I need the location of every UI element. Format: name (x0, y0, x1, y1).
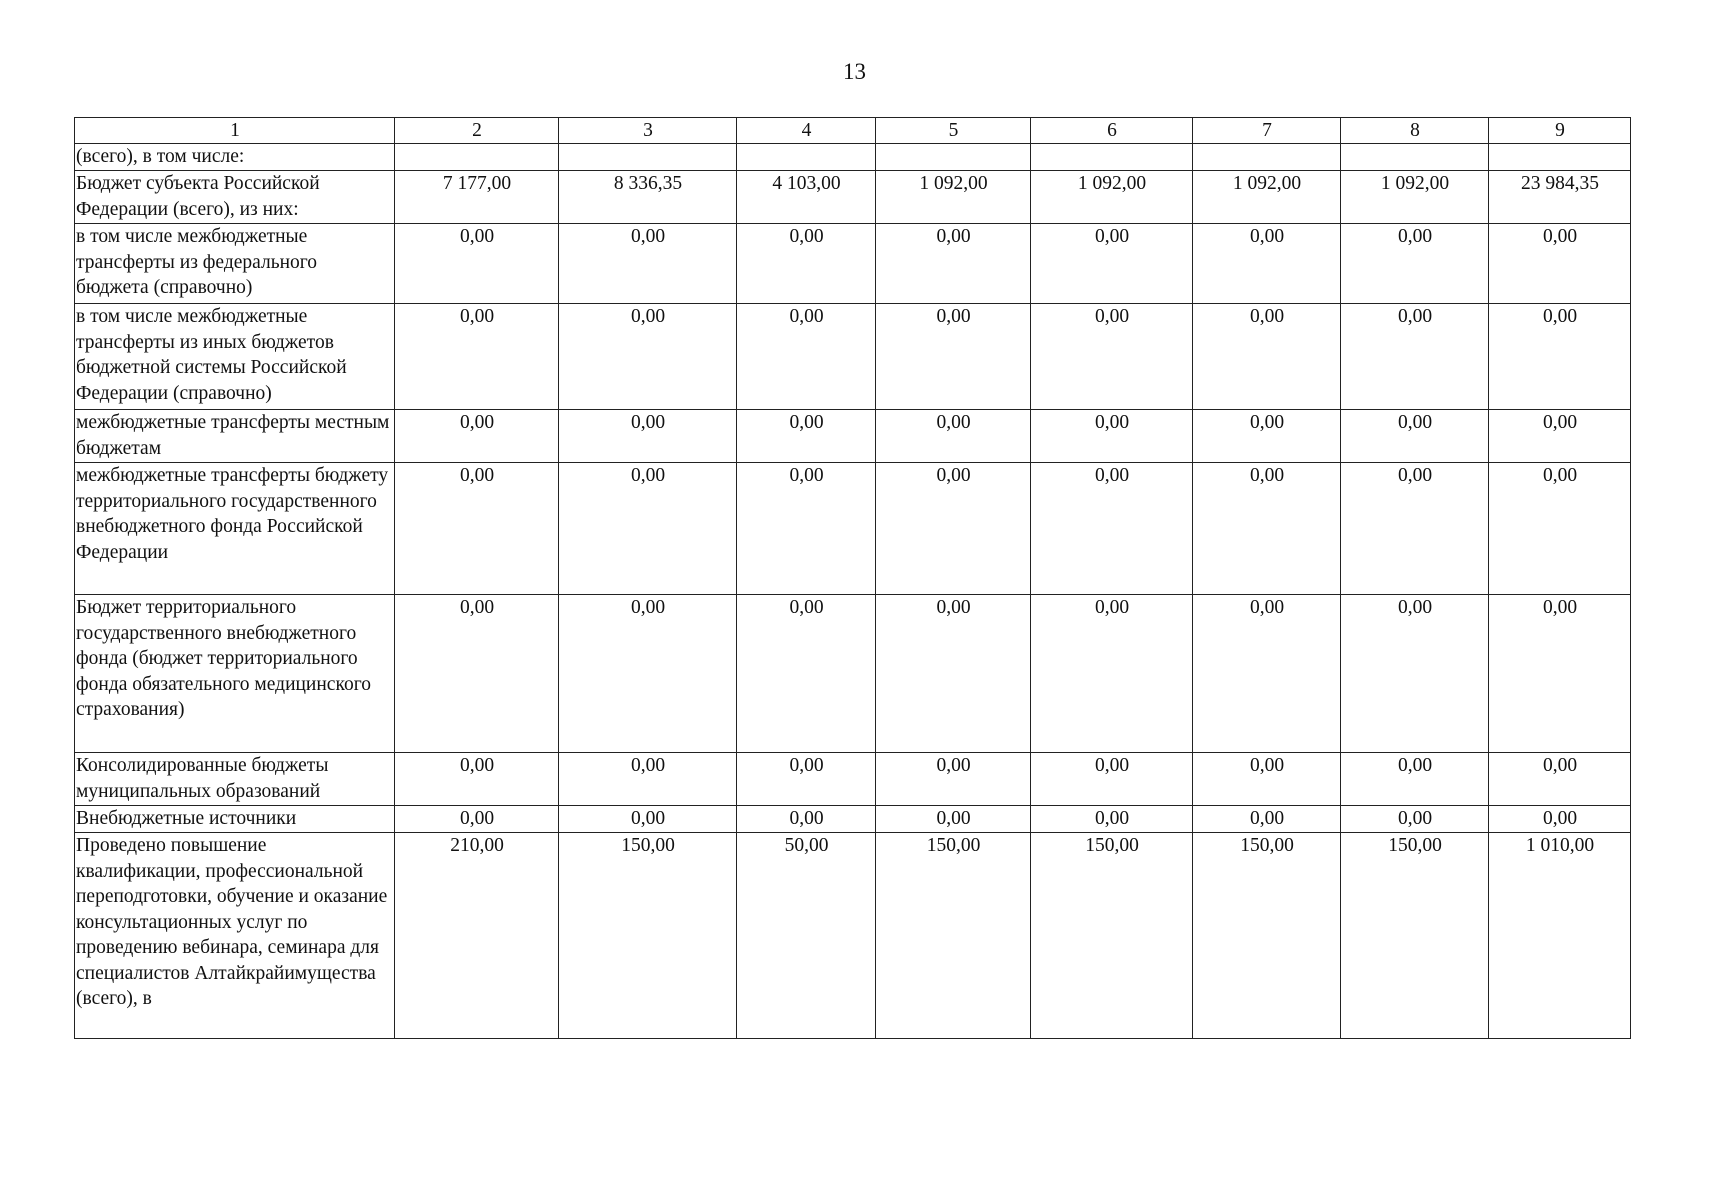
value-cell: 0,00 (876, 595, 1031, 753)
header-cell-7: 7 (1193, 118, 1341, 144)
header-cell-3: 3 (559, 118, 737, 144)
row-label: Консолидированные бюджеты муниципальных образований (75, 753, 395, 806)
value-cell: 0,00 (395, 304, 559, 410)
value-cell: 1 092,00 (1031, 171, 1193, 224)
table-row (75, 410, 1631, 463)
value-cell: 0,00 (1031, 463, 1193, 595)
value-cell: 0,00 (395, 463, 559, 595)
row-label: (всего), в том числе: (75, 144, 395, 171)
value-cell: 0,00 (1489, 595, 1631, 753)
header-cell-6: 6 (1031, 118, 1193, 144)
value-cell: 0,00 (737, 463, 876, 595)
value-cell: 0,00 (1341, 595, 1489, 753)
value-cell: 0,00 (1489, 806, 1631, 833)
value-cell (1341, 144, 1489, 171)
value-cell: 0,00 (1341, 806, 1489, 833)
value-cell: 0,00 (876, 304, 1031, 410)
value-cell: 0,00 (1489, 304, 1631, 410)
value-cell (1193, 144, 1341, 171)
value-cell: 0,00 (1031, 806, 1193, 833)
table-row (75, 595, 1631, 753)
value-cell: 0,00 (876, 806, 1031, 833)
value-cell: 150,00 (1031, 833, 1193, 1039)
table-row (75, 463, 1631, 595)
value-cell: 0,00 (1341, 304, 1489, 410)
value-cell: 0,00 (395, 410, 559, 463)
row-label: межбюджетные трансферты бюджету территориального государственного внебюджетного фонда Российской Федерации (75, 463, 395, 595)
value-cell: 0,00 (1193, 304, 1341, 410)
row-label: Внебюджетные источники (75, 806, 395, 833)
value-cell: 0,00 (1031, 304, 1193, 410)
value-cell: 0,00 (395, 806, 559, 833)
value-cell: 0,00 (1341, 463, 1489, 595)
row-label: межбюджетные трансферты местным бюджетам (75, 410, 395, 463)
row-label: Бюджет субъекта Российской Федерации (всего), из них: (75, 171, 395, 224)
header-cell-5: 5 (876, 118, 1031, 144)
value-cell: 0,00 (395, 595, 559, 753)
value-cell: 0,00 (1489, 224, 1631, 304)
value-cell (559, 144, 737, 171)
table-row (75, 144, 1631, 171)
header-cell-8: 8 (1341, 118, 1489, 144)
value-cell: 0,00 (737, 595, 876, 753)
value-cell: 0,00 (1489, 753, 1631, 806)
value-cell (1031, 144, 1193, 171)
value-cell: 0,00 (876, 410, 1031, 463)
table-row (75, 224, 1631, 304)
value-cell: 150,00 (1193, 833, 1341, 1039)
value-cell: 0,00 (1193, 463, 1341, 595)
value-cell: 0,00 (1489, 463, 1631, 595)
table-row (75, 171, 1631, 224)
value-cell: 0,00 (1193, 410, 1341, 463)
header-cell-9: 9 (1489, 118, 1631, 144)
table-row (75, 806, 1631, 833)
value-cell: 0,00 (1031, 753, 1193, 806)
value-cell: 150,00 (876, 833, 1031, 1039)
value-cell: 0,00 (1193, 595, 1341, 753)
value-cell: 0,00 (876, 224, 1031, 304)
value-cell: 0,00 (737, 304, 876, 410)
value-cell: 0,00 (559, 463, 737, 595)
value-cell (395, 144, 559, 171)
value-cell: 1 092,00 (1341, 171, 1489, 224)
value-cell: 0,00 (1193, 806, 1341, 833)
row-label: в том числе межбюджетные трансферты из иных бюджетов бюджетной системы Российской Федерации (справочно) (75, 304, 395, 410)
value-cell: 0,00 (737, 224, 876, 304)
value-cell: 1 010,00 (1489, 833, 1631, 1039)
value-cell: 0,00 (737, 806, 876, 833)
value-cell: 23 984,35 (1489, 171, 1631, 224)
value-cell: 8 336,35 (559, 171, 737, 224)
value-cell: 0,00 (395, 753, 559, 806)
value-cell (1489, 144, 1631, 171)
value-cell: 0,00 (1341, 224, 1489, 304)
value-cell (737, 144, 876, 171)
value-cell: 0,00 (559, 806, 737, 833)
value-cell: 0,00 (876, 753, 1031, 806)
value-cell: 4 103,00 (737, 171, 876, 224)
value-cell: 0,00 (1489, 410, 1631, 463)
value-cell: 0,00 (559, 410, 737, 463)
value-cell: 0,00 (1341, 410, 1489, 463)
row-label: в том числе межбюджетные трансферты из федерального бюджета (справочно) (75, 224, 395, 304)
value-cell: 0,00 (1031, 595, 1193, 753)
header-cell-4: 4 (737, 118, 876, 144)
value-cell: 0,00 (559, 753, 737, 806)
value-cell: 0,00 (559, 224, 737, 304)
table-row (75, 833, 1631, 1039)
table-header-row (75, 118, 1631, 144)
table-body (75, 118, 1631, 1039)
value-cell: 210,00 (395, 833, 559, 1039)
value-cell (876, 144, 1031, 171)
value-cell: 0,00 (559, 595, 737, 753)
header-cell-2: 2 (395, 118, 559, 144)
table-row (75, 304, 1631, 410)
value-cell: 0,00 (737, 410, 876, 463)
value-cell: 0,00 (1193, 753, 1341, 806)
value-cell: 0,00 (395, 224, 559, 304)
value-cell: 1 092,00 (876, 171, 1031, 224)
table-row (75, 753, 1631, 806)
value-cell: 0,00 (559, 304, 737, 410)
row-label: Проведено повышение квалификации, профессиональной переподготовки, обучение и оказание консультационных услуг по проведению вебинара, семинара для специалистов Алтайкрайимущества (всего), в (75, 833, 395, 1039)
value-cell: 150,00 (559, 833, 737, 1039)
value-cell: 150,00 (1341, 833, 1489, 1039)
header-cell-1: 1 (75, 118, 395, 144)
value-cell: 0,00 (1193, 224, 1341, 304)
value-cell: 0,00 (1031, 224, 1193, 304)
value-cell: 0,00 (1031, 410, 1193, 463)
value-cell: 0,00 (1341, 753, 1489, 806)
budget-table (74, 117, 1631, 1039)
value-cell: 1 092,00 (1193, 171, 1341, 224)
row-label: Бюджет территориального государственного внебюджетного фонда (бюджет территориального фонда обязательного медицинского страхования) (75, 595, 395, 753)
value-cell: 0,00 (876, 463, 1031, 595)
value-cell: 0,00 (737, 753, 876, 806)
value-cell: 50,00 (737, 833, 876, 1039)
page-number: 13 (843, 59, 866, 84)
value-cell: 7 177,00 (395, 171, 559, 224)
